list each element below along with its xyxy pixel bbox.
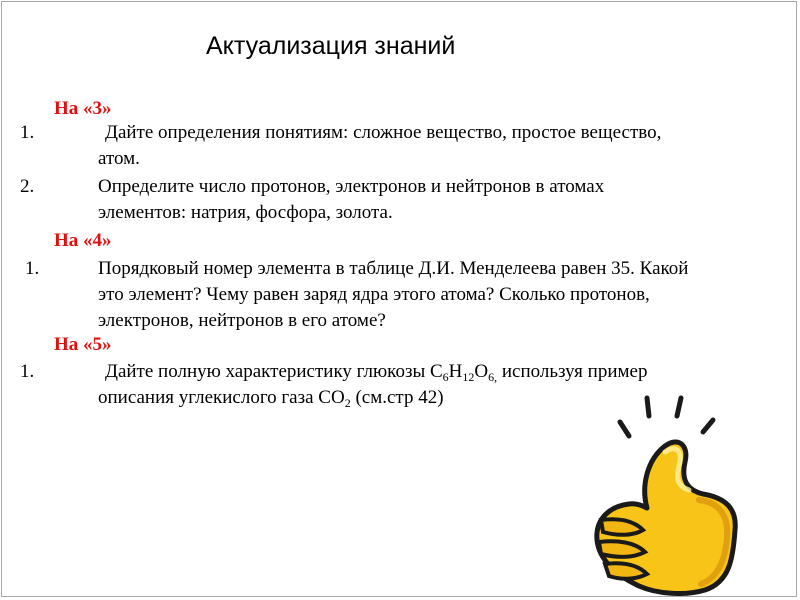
text-fragment: (см.стр 42) (350, 387, 444, 408)
slide-title: Актуализация знаний (206, 32, 456, 60)
section-label-5: На «5» (54, 334, 112, 355)
text-fragment: используя пример (497, 361, 648, 382)
thumbs-up-icon (577, 390, 752, 596)
subscript: 2 (344, 396, 351, 410)
text-fragment: Дайте полную характеристику глюкозы С (105, 361, 443, 382)
list-number: 1. (20, 122, 35, 143)
item-text-line: Порядковый номер элемента в таблице Д.И. Менделеева равен 35. Какой (98, 258, 689, 279)
list-number: 1. (25, 258, 40, 279)
text-fragment: О (474, 361, 489, 382)
item-text-line: элементов: натрия, фосфора, золота. (98, 202, 393, 223)
text-fragment: Н (448, 361, 463, 382)
text-fragment: описания углекислого газа СО (98, 387, 345, 408)
item-text-line: это элемент? Чему равен заряд ядра этого атома? Сколько протонов, (98, 284, 650, 305)
item-text-line (98, 385, 444, 411)
item-text-line (105, 359, 647, 385)
list-number: 1. (20, 361, 35, 382)
item-text-line: электронов, нейтронов в его атоме? (98, 310, 386, 331)
list-number: 2. (20, 176, 35, 197)
section-label-4: На «4» (54, 230, 112, 251)
section-label-3: На «3» (54, 98, 112, 119)
slide (1, 1, 797, 597)
item-text-line: атом. (98, 148, 140, 169)
item-text-line: Дайте определения понятиям: сложное вещество, простое вещество, (105, 122, 662, 143)
subscript: 6 (442, 370, 449, 384)
item-text-line: Определите число протонов, электронов и нейтронов в атомах (98, 176, 605, 197)
subscript: 6, (488, 370, 498, 384)
subscript: 12 (462, 370, 475, 384)
